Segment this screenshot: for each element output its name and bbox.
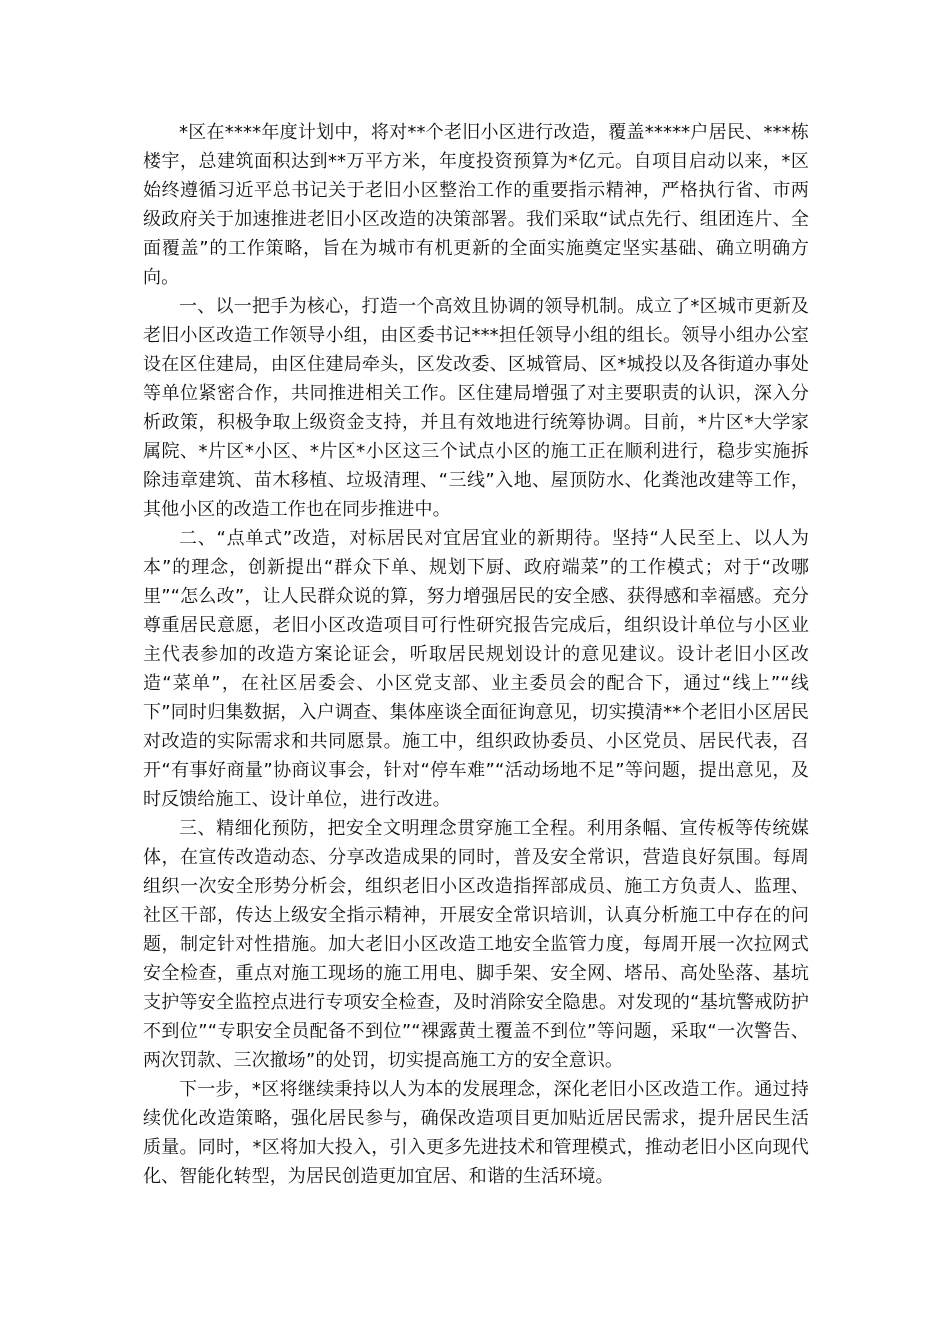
safety-prevention-paragraph: 三、精细化预防，把安全文明理念贯穿施工全程。利用条幅、宣传板等传统媒体，在宣传改造动态、分享改造成果的同时，普及安全常识，营造良好氛围。每周组织一次安全形势分析会，组织老旧小区改造指挥部成员、施工方负责人、监理、社区干部，传达上级安全指示精神，开展安全常识培训，认真分析施工中存在的问题，制定针对性措施。加大老旧小区改造工地安全监管力度，每周开展一次拉网式安全检查，重点对施工现场的施工用电、脚手架、安全网、塔吊、高处坠落、基坑支护等安全监控点进行专项安全检查，及时消除安全隐患。对发现的“基坑警戒防护不到位”“专职安全员配备不到位”“裸露黄土覆盖不到位”等问题，采取“一次警告、两次罚款、三次撤场”的处罚，切实提高施工方的安全意识。 [143, 818, 809, 1071]
order-style-renovation-paragraph: 二、“点单式”改造，对标居民对宜居宜业的新期待。坚持“人民至上、以人为本”的理念，创新提出“群众下单、规划下厨、政府端菜”的工作模式；对于“改哪里”“怎么改”，让人民群众说的算，努力增强居民的安全感、获得感和幸福感。充分尊重居民意愿，老旧小区改造项目可行性研究报告完成后，组织设计单位与小区业主代表参加的改造方案论证会，听取居民规划设计的意见建议。设计老旧小区改造“菜单”，在社区居委会、小区党支部、业主委员会的配合下，通过“线上”“线下”同时归集数据，入户调查、集体座谈全面征询意见，切实摸清**个老旧小区居民对改造的实际需求和共同愿景。施工中，组织政协委员、小区党员、居民代表，召开“有事好商量”协商议事会，针对“停车难”“活动场地不足”等问题，提出意见，及时反馈给施工、设计单位，进行改进。 [143, 528, 809, 810]
intro-paragraph: *区在****年度计划中，将对**个老旧小区进行改造，覆盖*****户居民、***栋楼宇，总建筑面积达到**万平方米，年度投资预算为*亿元。自项目启动以来，*区始终遵循习近平总书记关于老旧小区整治工作的重要指示精神，严格执行省、市两级政府关于加速推进老旧小区改造的决策部署。我们采取“试点先行、组团连片、全面覆盖”的工作策略，旨在为城市有机更新的全面实施奠定坚实基础、确立明确方向。 [143, 122, 809, 288]
leadership-mechanism-paragraph: 一、以一把手为核心，打造一个高效且协调的领导机制。成立了*区城市更新及老旧小区改造工作领导小组，由区委书记***担任领导小组的组长。领导小组办公室设在区住建局，由区住建局牵头，区发改委、区城管局、区*城投以及各街道办事处等单位紧密合作，共同推进相关工作。区住建局增强了对主要职责的认识，深入分析政策，积极争取上级资金支持，并且有效地进行统筹协调。目前，*片区*大学家属院、*片区*小区、*片区*小区这三个试点小区的施工正在顺利进行，稳步实施拆除违章建筑、苗木移植、垃圾清理、“三线”入地、屋顶防水、化粪池改建等工作，其他小区的改造工作也在同步推进中。 [143, 296, 809, 520]
next-steps-paragraph: 下一步，*区将继续秉持以人为本的发展理念，深化老旧小区改造工作。通过持续优化改造策略，强化居民参与，确保改造项目更加贴近居民需求，提升居民生活质量。同时，*区将加大投入，引入更多先进技术和管理模式，推动老旧小区向现代化、智能化转型，为居民创造更加宜居、和谐的生活环境。 [143, 1079, 809, 1187]
document-body [143, 118, 809, 1191]
